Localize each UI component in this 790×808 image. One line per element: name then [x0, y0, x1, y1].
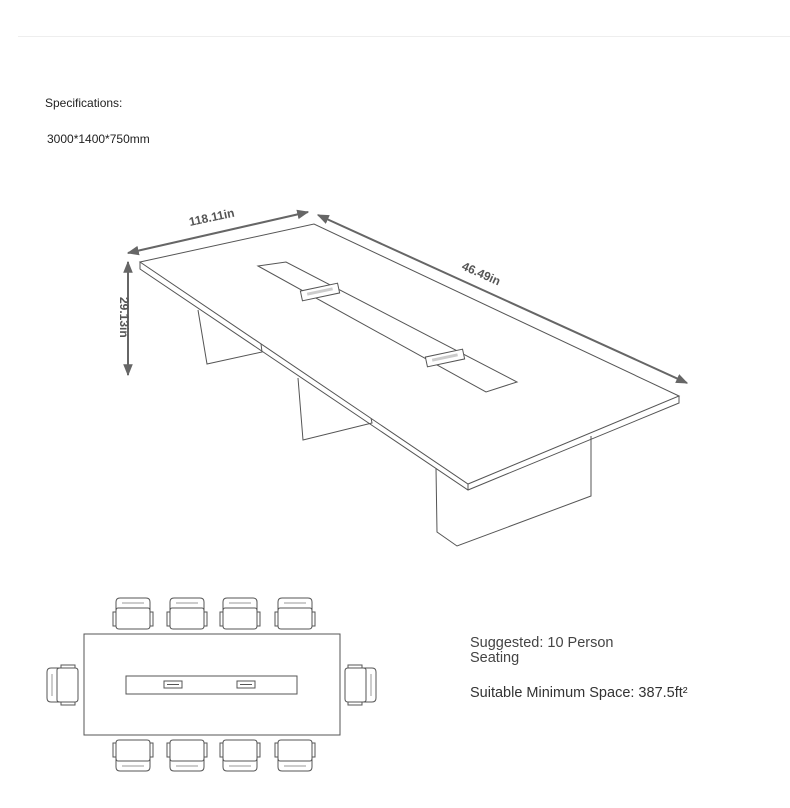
- minimum-space: Suitable Minimum Space: 387.5ft²: [470, 685, 688, 701]
- chair-icon: [275, 740, 315, 771]
- seating-plan: [84, 634, 340, 735]
- plan-cable-tray: [126, 676, 297, 694]
- chairs-bottom-row: [113, 740, 315, 771]
- chair-icon: [220, 740, 260, 771]
- chair-icon: [275, 598, 315, 629]
- width-label: 46.49in: [459, 258, 503, 289]
- chair-icon: [345, 665, 376, 705]
- chair-icon: [113, 740, 153, 771]
- specifications-size: 3000*1400*750mm: [47, 132, 150, 146]
- chair-icon: [220, 598, 260, 629]
- isometric-table: [140, 224, 679, 546]
- length-label: 118.11in: [187, 205, 236, 229]
- chair-icon: [113, 598, 153, 629]
- chair-icon: [167, 598, 207, 629]
- seating-recommendation: Suggested: 10 Person Seating: [470, 635, 614, 666]
- height-label: 29.13in: [117, 297, 131, 338]
- specifications-title: Specifications:: [45, 96, 123, 110]
- chairs-top-row: [113, 598, 315, 629]
- chair-icon: [167, 740, 207, 771]
- chair-icon: [47, 665, 78, 705]
